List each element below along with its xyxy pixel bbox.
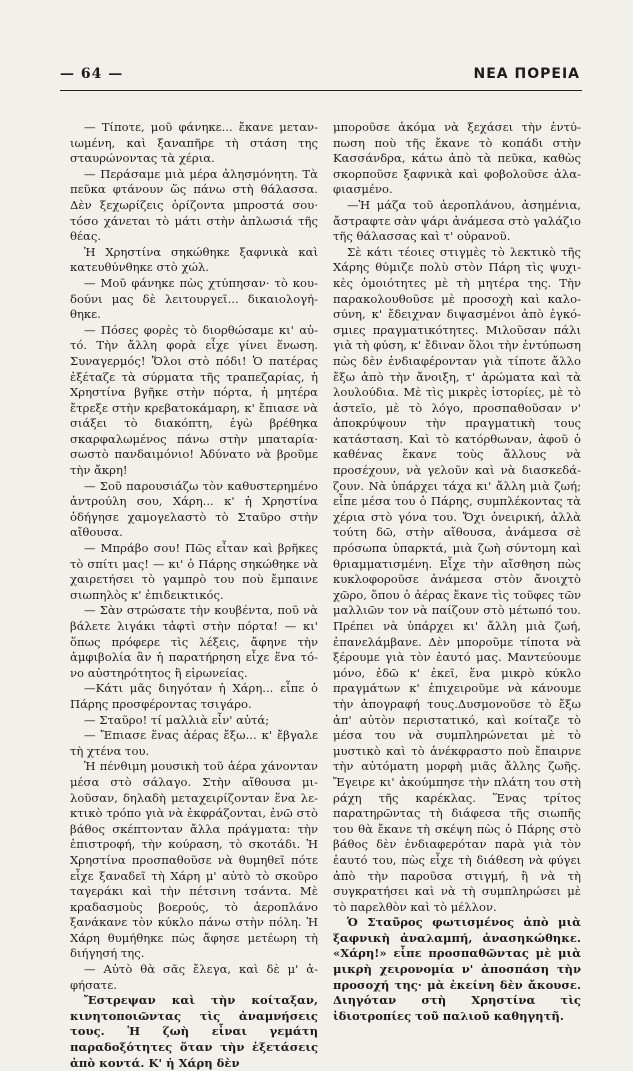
paragraph: —Ἡ μάζα τοῦ ἀεροπλάνου, ἀσημένια, ἄστραφτε σὰν ψάρι ἀνάμεσα στὸ γαλάζιο τῆς θάλασσας καὶ τ' οὐρανοῦ. bbox=[333, 197, 581, 244]
paragraph: Ἡ Χρηστίνα σηκώθηκε ξαφνικὰ καὶ κατευθύνθηκε στὸ χώλ. bbox=[70, 244, 318, 275]
paragraph: —Κάτι μᾶς διηγόταν ἡ Χάρη... εἶπε ὁ Πάρης προσφέροντας τσιγάρο. bbox=[70, 681, 318, 711]
paragraph: Ὁ Σταῦρος φωτισμένος ἀπὸ μιὰ ξαφνικὴ ἀναλαμπή, ἀνασηκώθηκε. «Χάρη!» εἶπε προσπαθῶντας μὲ μιὰ μικρὴ χειρονομία ν' ἀποσπάση τὴν προσοχή της· μὰ ἐκείνη δὲν ἄκουσε. Διηγόταν στὴ Χρηστίνα τὶς ἰδιοτροπίες τοῦ παλιοῦ καθηγητῆ. bbox=[333, 915, 581, 1023]
page-number: — 64 — bbox=[60, 66, 124, 82]
right-column bbox=[333, 120, 581, 1023]
paragraph: — Μοῦ φάνηκε πὼς χτύπησαν· τὸ κουδούνι μας δὲ λειτουργεῖ... δικαιολογήθηκε. bbox=[70, 275, 318, 322]
paragraph: Σὲ κάτι τέοιες στιγμὲς τὸ λεκτικὸ τῆς Χάρης θύμιζε πολὺ στὸν Πάρη τὶς ψυχικὲς ὁμοιότητες μὲ τὴ μητέρα της. Τὴν παρακολουθοῦσε μὲ προσοχὴ καὶ καλοσύνη, κ' ἔδειχναν διψασμένοι ἀπὸ ἐγκόσμιες πραγματικότητες. Μιλοῦσαν πάλι γιὰ τὴ φύση, κ' ἔδιναν ὅλοι τὴν ἐντύπωση πὼς δὲν ἐνδιαφέρονταν γιὰ τίποτε ἄλλο ἔξω ἀπὸ τὴν ἄνοιξη, τ' ἀρώματα καὶ τὰ λουλούδια. Μὲ τὶς μικρὲς ἱστορίες, μὲ τὸ ἀστεῖο, μὲ τὸ λόγο, προσπαθοῦσαν ν' ἀποκρύψουν τὴν πραγματικὴ τους κατάσταση. Καὶ τὸ κατόρθωναν, ἀφοῦ ὁ καθένας ἔκανε τοὺς ἄλλους νὰ προσέχουν, νὰ γελοῦν καὶ νὰ διασκεδάζουν. Νὰ ὑπάρχει τάχα κι' ἄλλη μιὰ ζωή; εἶπε μέσα του ὁ Πάρης, συμπλέκοντας τὰ χέρια στὸ γόνα του. Ὄχι ὀνειρική, ἀλλὰ τούτη δῶ, στὴν αἴθουσα, ἀνάμεσα σὲ πρόσωπα ὑπαρκτά, μιὰ ζωὴ σύντομη καὶ θριαμματισμένη. Εἶχε τὴν αἴσθηση πὼς κυκλοφοροῦσε ἀνάμεσα στὸν ἄνοιχτὸ χῶρο, ὅπου ὁ ἀέρας ἔκανε τὶς τοῦφες τῶν μαλλιῶν τον νὰ παίζουν στὸ μέτωπό του. Πρέπει νὰ ὑπάρχει κι' ἄλλη μιὰ ζωή, ἐπανελάμβανε. Δὲν μποροῦμε τίποτα νὰ ξέρουμε γιὰ τὸν ἑαυτό μας. Μαντεύουμε μόνο, ἐδῶ κ' ἐκεῖ, ἕνα μικρὸ κύκλο πραγμάτων κ' ἐπιχειροῦμε νὰ κάνουμε τὴν ἀπογραφή τους.Δυσμονοῦσε τὸ ἔξω ἀπ' αὐτὸν περιστατικό, καὶ κοίταζε τὸ μέσα του νὰ συμπληρώνεται μὲ τὸ μυστικὸ καὶ τὸ ἀνέκφραστο ποὺ ἔπαιρνε τὴν αὐτόματη μορφὴ μιᾶς ἄλλης ζωῆς. Ἔγειρε κι' ἀκούμπησε τὴν πλάτη του στὴ ράχη τῆς καρέκλας. Ἕνας τρίτος παρατηρῶντας τὴ διάφεσα τῆς σιωπῆς του θὰ ἔκανε τὴ σκέψη πὼς ὁ Πάρης στὸ βάθος δὲν ἐνδιαφερόταν παρὰ γιὰ τὸν ἑαυτό του, πὼς εἶχε τὴ διάθεση νὰ φύγει ἀπὸ τὴν παροῦσα στιγμή, ἢ νὰ τὴ συγκρατήσει καὶ νὰ τὴ συμπληρώσει μὲ τὸ παρελθὸν καὶ τὸ μέλλον. bbox=[333, 244, 581, 914]
page-header bbox=[60, 66, 580, 88]
header-rule bbox=[60, 90, 582, 91]
paragraph: — Ἔπιασε ἕνας ἀέρας ἔξω... κ' ἔβγαλε τὴ χτένα του. bbox=[70, 728, 318, 758]
paragraph: — Αὐτὸ θὰ σᾶς ἔλεγα, καὶ δὲ μ' ἀφήσατε. bbox=[70, 962, 318, 992]
paragraph: — Σὰν στρώσατε τὴν κουβέντα, ποῦ νὰ βάλετε λιγάκι τἀφτὶ στὴν πόρτα! — κι' ὅπως πρόφερε τὶς λέξεις, ἄφηνε τὴν ἀμφιβολία ἂν ἡ παρατήρηση εἶχε ἕνα τόνο αὐστηρότητος ἢ εἰρωνείας. bbox=[70, 603, 318, 680]
left-column bbox=[70, 120, 318, 1070]
paragraph: — Περάσαμε μιὰ μέρα ἀλησμόνητη. Τὰ πεῦκα φτάνουν ὥς πάνω στὴ θάλασσα. Δὲν ξεχωρίζεις ὁρίζοντα μπροστά σου· τόσο χάνεται τὸ μάτι στὴν ἀπλωσιά τῆς θέας. bbox=[70, 166, 318, 244]
paragraph: — Πόσες φορὲς τὸ διορθώσαμε κι' αὐτό. Τὴν ἄλλη φορὰ εἶχε γίνει ἕνωση. Συναγερμός! Ὅλοι στὸ πόδι! Ὁ πατέρας ἐξέταζε τὰ σύρματα τῆς τραπεζαρίας, ἡ Χρηστίνα βγῆκε στὴν πόρτα, ἡ μητέρα ἔτρεξε στὴν κρεβατοκάμαρη, κ' ἔπιασε νὰ σιάξει τὸ διακόπτη, ἐγὼ βρέθηκα σκαρφαλωμένος πάνω στὴν μπαταρία· σωστὸ πανδαιμόνιο! Ἀδύνατο νὰ βροῦμε τὴν ἄκρη! bbox=[70, 322, 318, 478]
paragraph: Ἔστρεψαν καὶ τὴν κοίταξαν, κινητοποιῶντας τὶς ἀναμνήσεις τους. Ἡ ζωὴ εἶναι γεμάτη παραδοξότητες ὅταν τὴν ἐξετάσεις ἀπὸ κοντά. Κ' ἡ Χάρη δὲν bbox=[70, 993, 318, 1070]
paragraph: Ἡ πένθιμη μουσικὴ τοῦ ἀέρα χάνονταν μέσα στὸ σάλαγο. Στὴν αἴθουσα μιλοῦσαν, δηλαδὴ μεταχειρίζονταν ἕνα λεκτικὸ τρόπο γιὰ νὰ ἐκφράζονται, ἐνῶ στὸ βάθος σκέπτονταν ἄλλα πράγματα: τὴν ἐπιστροφή, τὴν κούραση, τὸ σκοτάδι. Ἡ Χρηστίνα προσπαθοῦσε νὰ θυμηθεῖ πότε εἶχε ξαναδεῖ τὴ Χάρη μ' αὐτὸ τὸ σκοῦρο ταγεράκι καὶ τὴν πέτσινη τσάντα. Μὲ κραδασμοὺς βοερούς, τὸ ἀεροπλάνο ξανάκανε τὸν κύκλο πάνω στὴν πόλη. Ἡ Χάρη θυμήθηκε πὼς ἄφησε μετέωρη τὴ διήγησή της. bbox=[70, 759, 318, 961]
paragraph: — Μπράβο σου! Πῶς εἶταν καὶ βρῆκες τὸ σπίτι μας! — κι' ὁ Πάρης σηκώθηκε νὰ χαιρετήσει τὸ γαμπρὸ του ποὺ ἔμπαινε σιωπηλὸς κ' ἐπιδεικτικός. bbox=[70, 541, 318, 602]
paragraph: — Σοῦ παρουσιάζω τὸν καθυστερημένο ἀντρούλη σου, Χάρη... κ' ἡ Χρηστίνα ὁδήγησε χαμογελαστὸ τὸ Σταῦρο στὴν αἴθουσα. bbox=[70, 478, 318, 540]
paragraph: — Τίποτε, μοῦ φάνηκε... ἔκανε μετανιωμένη, καὶ ξαναπῆρε τὴ στάση της σταυρώνοντας τὰ χέρια. bbox=[70, 120, 318, 166]
paragraph: μποροῦσε ἀκόμα νὰ ξεχάσει τὴν ἐντύπωση ποὺ τῆς ἔκανε τὸ κοπάδι στὴν Κασσάνδρα, κάτω ἀπὸ τὰ πεῦκα, καθὼς σκορποῦσε ξαφνικὰ καὶ φοβολοῦσε ἀλαφιασμένο. bbox=[333, 120, 581, 197]
journal-title: ΝΕΑ ΠΟΡΕΙΑ bbox=[473, 66, 580, 82]
paragraph: — Σταῦρο! τί μαλλιὰ εἶν' αὐτά; bbox=[84, 712, 270, 727]
